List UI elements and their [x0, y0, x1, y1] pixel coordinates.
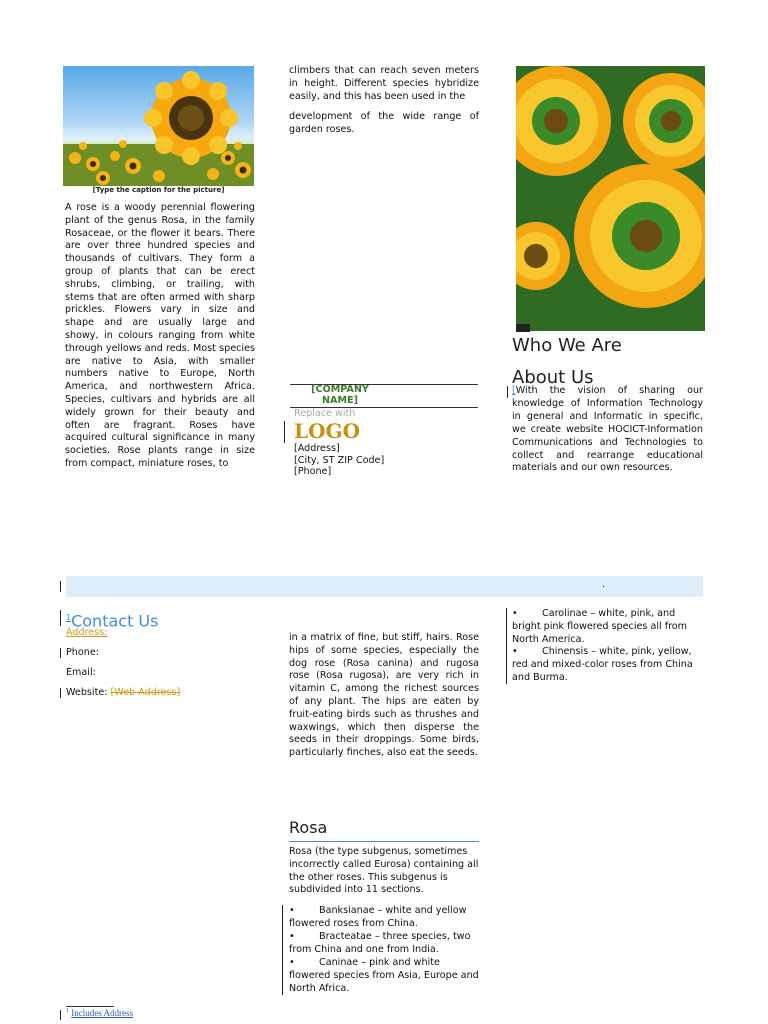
bullet-dot: •: [512, 608, 518, 619]
text-cursor-bar: [60, 581, 61, 592]
list-item: [289, 931, 479, 957]
text-cursor-bar: [284, 421, 285, 443]
rosa-heading: Rosa: [289, 818, 328, 837]
city-line: [City, ST ZIP Code]: [294, 454, 385, 466]
rosa-paragraph: Rosa (the type subgenus, sometimes incorrectly called Eurosa) containing all the other roses. This subgenus is subdivided into 11 sections.: [289, 846, 479, 896]
bullet-dot: •: [512, 646, 518, 657]
rose-intro-paragraph: A rose is a woody perennial flowering plant of the genus Rosa, in the family Rosaceae, or the flower it bears. There are over three hundred species and thousands of cultivars. They form a group of plants that can be erect shrubs, climbing, or trailing, with stems that are often armed with sharp prickles. Flowers vary in size and shape and are usually large and showy, in colours ranging from white through yellows and reds. Most species are native to Asia, with smaller numbers native to Europe, North America, and northwestern Africa. Species, cultivars and hybrids are all widely grown for their beauty and often are fragrant. Roses have acquired cultural significance in many societies. Rose plants range in size from compact, miniature roses, to: [65, 202, 255, 469]
picture-anchor-marker: [516, 324, 530, 332]
website-label: Website:: [66, 687, 108, 698]
footnote-text[interactable]: Includes Address: [71, 1008, 133, 1018]
address-line: [Address]: [294, 443, 340, 454]
picture-caption: [Type the caption for the picture]: [92, 186, 225, 194]
who-we-are-heading: Who We Are: [512, 335, 622, 356]
text-cursor-bar: [60, 688, 61, 698]
footnote-separator: [66, 1006, 114, 1007]
footnote: [66, 1008, 133, 1018]
sunflowers-illustration: [516, 66, 705, 331]
section-divider-band: [66, 576, 703, 597]
bullet-text: Bracteatae – three species, two from China and one from India.: [289, 931, 471, 955]
company-name: [300, 384, 380, 406]
garden-roses-paragraph: development of the wide range of garden roses.: [289, 111, 479, 135]
about-us-paragraph: [512, 385, 703, 475]
company-name-line1: [COMPANY: [311, 384, 369, 395]
bullet-text: Banksianae – white and yellow flowered roses from China.: [289, 905, 467, 929]
text-cursor-bar: [282, 905, 283, 931]
footnote-number[interactable]: 1: [66, 1008, 69, 1014]
logo-placeholder[interactable]: LOGO: [294, 419, 360, 443]
rose-hips-paragraph: in a matrix of fine, but stiff, hairs. Rose hips of some species, especially the dog rose (Rosa canina) and rugosa rose (Rosa rugosa), are very rich in vitamin C, among the richest sources of any plant. The hips are eaten by fruit-eating birds such as thrushes and waxwings, which then disperse the seeds in their droppings. Some birds, particularly finches, also eat the seeds.: [289, 632, 479, 759]
text-cursor-bar: [60, 610, 61, 626]
address-label[interactable]: Address:: [66, 627, 108, 638]
rosa-heading-rule: [289, 841, 479, 842]
divider-dot: .: [602, 580, 605, 590]
sunflower-field-illustration: [63, 66, 254, 186]
bullet-text: Caninae – pink and white flowered species from Asia, Europe and North Africa.: [289, 957, 479, 994]
list-item: [512, 646, 702, 684]
bullet-dot: •: [289, 905, 295, 916]
website-link[interactable]: [Web Address]: [110, 687, 181, 698]
bullet-text: Carolinae – white, pink, and bright pink flowered species all from North America.: [512, 608, 688, 645]
sunflower-field-picture: [63, 66, 254, 186]
about-us-heading: About Us: [512, 367, 594, 388]
bullet-dot: •: [289, 931, 295, 942]
email-label: Email:: [66, 667, 96, 678]
address-block: [294, 443, 384, 478]
about-text: With the vision of sharing our knowledge of Information Technology in general and Informatic in specific, we create website HOCICT-Information Communications and Technologies to collect and rearrange educational materials and our own resources.: [512, 385, 703, 474]
company-name-line2: NAME]: [322, 395, 358, 406]
website-row: [66, 687, 180, 698]
text-cursor-bar: [60, 1010, 61, 1020]
phone-line: [Phone]: [294, 466, 332, 477]
contact-footnote-ref[interactable]: 1: [66, 613, 72, 622]
bullet-text: Chinensis – white, pink, yellow, red and mixed-color roses from China and Burma.: [512, 646, 693, 683]
text-cursor-bar: [506, 646, 507, 684]
list-item: [512, 608, 702, 646]
phone-label: Phone:: [66, 647, 99, 658]
bullet-dot: •: [289, 957, 295, 968]
contact-us-title: Contact Us: [71, 611, 159, 631]
sunflowers-picture: [516, 66, 705, 331]
climbers-paragraph: climbers that can reach seven meters in height. Different species hybridize easily, and this has been used in the: [289, 65, 479, 102]
text-cursor-bar: [282, 931, 283, 957]
list-item: [289, 905, 479, 931]
text-cursor-bar: [60, 648, 61, 658]
text-cursor-bar: [506, 608, 507, 646]
about-marker: [: [512, 385, 516, 396]
list-item: [289, 957, 479, 995]
text-cursor-bar: [282, 957, 283, 995]
text-cursor-bar: [507, 386, 508, 398]
replace-with-text: Replace with: [294, 408, 356, 419]
